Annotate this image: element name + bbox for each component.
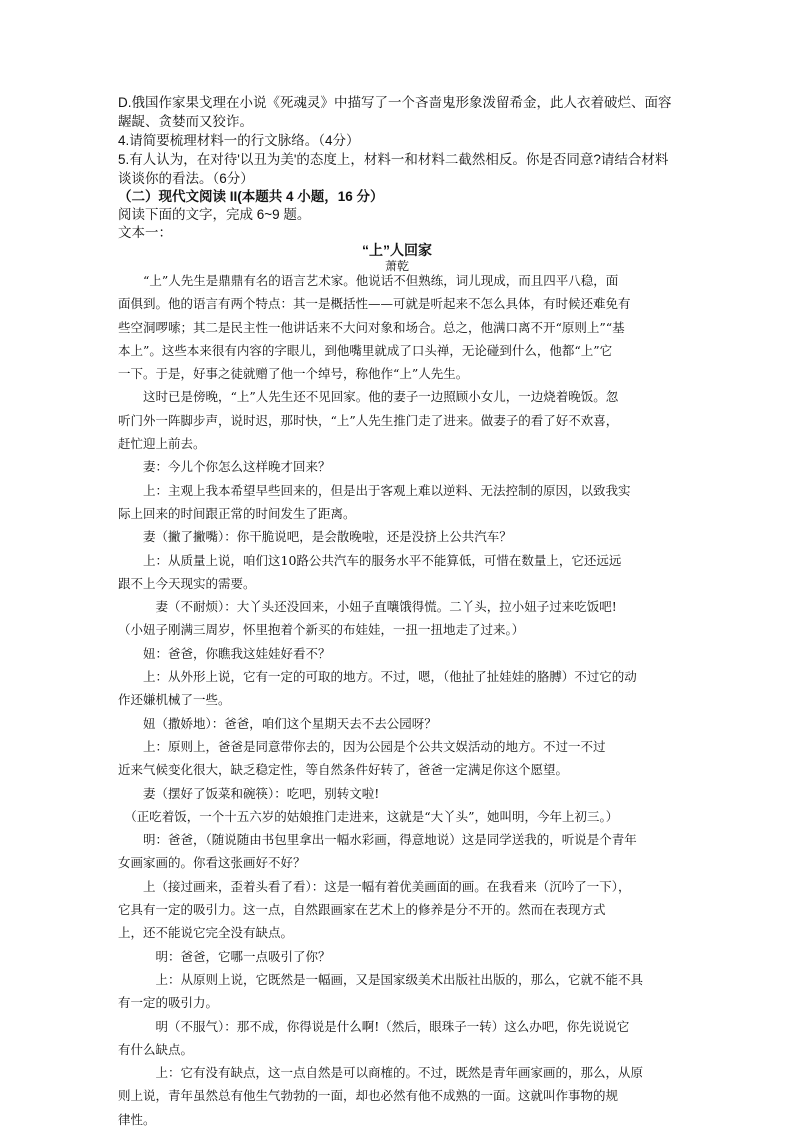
story-line: 这时已是傍晚，“上”人先生还不见回家。他的妻子一边照顾小女儿，一边烧着晚饭。忽	[118, 389, 619, 405]
story-line: 上：从原则上说，它既然是一幅画，又是国家级美术出版社出版的，那么，它就不能不具	[118, 971, 644, 987]
story-line: 跟不上今天现实的需要。	[118, 575, 256, 591]
story-line: 听门外一阵脚步声，说时迟，那时快，“上”人先生推门走了进来。做妻子的看了好不欢喜，	[118, 412, 619, 428]
text-label: 文本一：	[118, 225, 172, 240]
story-line: （小妞子刚满三周岁，怀里抱着个新买的布娃娃，一扭一扭地走了过来。）	[118, 622, 525, 638]
section-heading: （二）现代文阅读 II(本题共 4 小题，16 分）	[118, 189, 384, 204]
story-line: 妞：爸爸，你瞧我这娃娃好看不？	[118, 645, 331, 661]
story-line: 妞（撒娇地）：爸爸，咱们这个星期天去不去公园呀？	[118, 715, 437, 731]
story-line: （正吃着饭，一个十五六岁的姑娘推门走进来，这就是“大丫头”，她叫明，今年上初三。）	[118, 808, 619, 824]
story-line: 本上”。这些本来很有内容的字眼儿，到他嘴里就成了口头禅，无论碰到什么，他都“上”它	[118, 342, 613, 358]
story-line: “上”人先生是鼎鼎有名的语言艺术家。他说话不但熟练，词儿现成，而且四平八稳，面	[118, 273, 619, 288]
story-body	[118, 269, 688, 1131]
story-line: 赶忙迎上前去。	[118, 436, 206, 452]
story-line: 明：爸爸，它哪一点吸引了你？	[118, 948, 331, 964]
story-line: 上，还不能说它完全没有缺点。	[118, 925, 294, 941]
story-line: 些空洞啰嗦；其二是民主性一他讲话来不大问对象和场合。总之，他满口离不开“原则上”“基	[118, 319, 625, 335]
story-line: 近来气候变化很大，缺乏稳定性，等自然条件好转了，爸爸一定满足你这个愿望。	[118, 762, 569, 778]
story-line: 际上回来的时间跟正常的时间发生了距离。	[118, 505, 356, 521]
story-line: 明（不服气）：那不成，你得说是什么啊!（然后，眼珠子一转）这么办吧，你先说说它	[118, 1018, 630, 1034]
story-line: 有什么缺点。	[118, 1041, 194, 1057]
reading-instruction: 阅读下面的文字，完成 6~9 题。	[118, 207, 311, 222]
story-line: 妻：今儿个你怎么这样晚才回来？	[118, 459, 331, 475]
story-line: 女画家画的。你看这张画好不好？	[118, 855, 306, 871]
story-line: 面俱到。他的语言有两个特点：其一是概括性——可就是听起来不怎么具体，有时候还难免有	[118, 296, 631, 312]
story-line: 则上说，青年虽然总有他生气勃勃的一面，却也必然有他不成熟的一面。这就叫作事物的规	[118, 1088, 619, 1104]
story-line: 它具有一定的吸引力。这一点，自然跟画家在艺术上的修养是分不开的。然而在表现方式	[118, 902, 606, 918]
story-line: 上：主观上我本希望早些回来的，但是出于客观上难以逆料、无法控制的原因，以致我实	[118, 482, 631, 498]
story-line: 有一定的吸引力。	[118, 995, 219, 1011]
story-line: 妻（撇了撇嘴）：你干脆说吧，是会散晚啦，还是没挤上公共汽车？	[118, 529, 512, 545]
option-d-line-1: D.俄国作家果戈理在小说《死魂灵》中描写了一个吝啬鬼形象泼留希金，此人衣着破烂、面容	[118, 95, 672, 110]
story-line: 妻（不耐烦）：大丫头还没回来，小妞子直嚷饿得慌。二丫头，拉小妞子过来吃饭吧!	[118, 599, 617, 615]
question-4: 4.请简要梳理材料一的行文脉络。（4分）	[118, 133, 360, 148]
story-line: 上：从外形上说，它有一定的可取的地方。不过，嗯，（他扯了扯娃娃的胳膊）不过它的动	[118, 669, 637, 685]
story-line: 一下。于是，好事之徒就赠了他一个绰号，称他作“上”人先生。	[118, 366, 469, 382]
story-line: 明：爸爸，（随说随由书包里拿出一幅水彩画，得意地说）这是同学送我的，听说是个青年	[118, 832, 637, 848]
story-author: 萧乾	[384, 259, 409, 273]
story-line: 上：原则上，爸爸是同意带你去的，因为公园是个公共文娱活动的地方。不过一不过	[118, 738, 606, 754]
story-line: 上：它有没有缺点，这一点自然是可以商榷的。不过，既然是青年画家画的，那么，从原	[118, 1065, 644, 1081]
question-5-line-2: 谈谈你的看法。（6分）	[118, 171, 254, 186]
story-line: 上（接过画来，歪着头看了看）：这是一幅有着优美画面的画。在我看来（沉吟了一下），	[118, 878, 631, 894]
story-title: “上”人回家	[362, 242, 432, 258]
story-line: 妻（摆好了饭菜和碗筷）：吃吧，别转文啦!	[118, 785, 380, 801]
question-5-line-1: 5.有人认为，在对待'以丑为美'的态度上，材料一和材料二截然相反。你是否同意?请结合材料	[118, 152, 669, 167]
option-d-line-2: 龌龊、贪婪而又狡诈。	[118, 114, 253, 129]
story-line: 上：从质量上说，咱们这10路公共汽车的服务水平不能算低，可惜在数量上，它还远远	[118, 552, 622, 568]
story-line: 作还嫌机械了一些。	[118, 692, 231, 708]
story-line: 律性。	[118, 1111, 156, 1127]
